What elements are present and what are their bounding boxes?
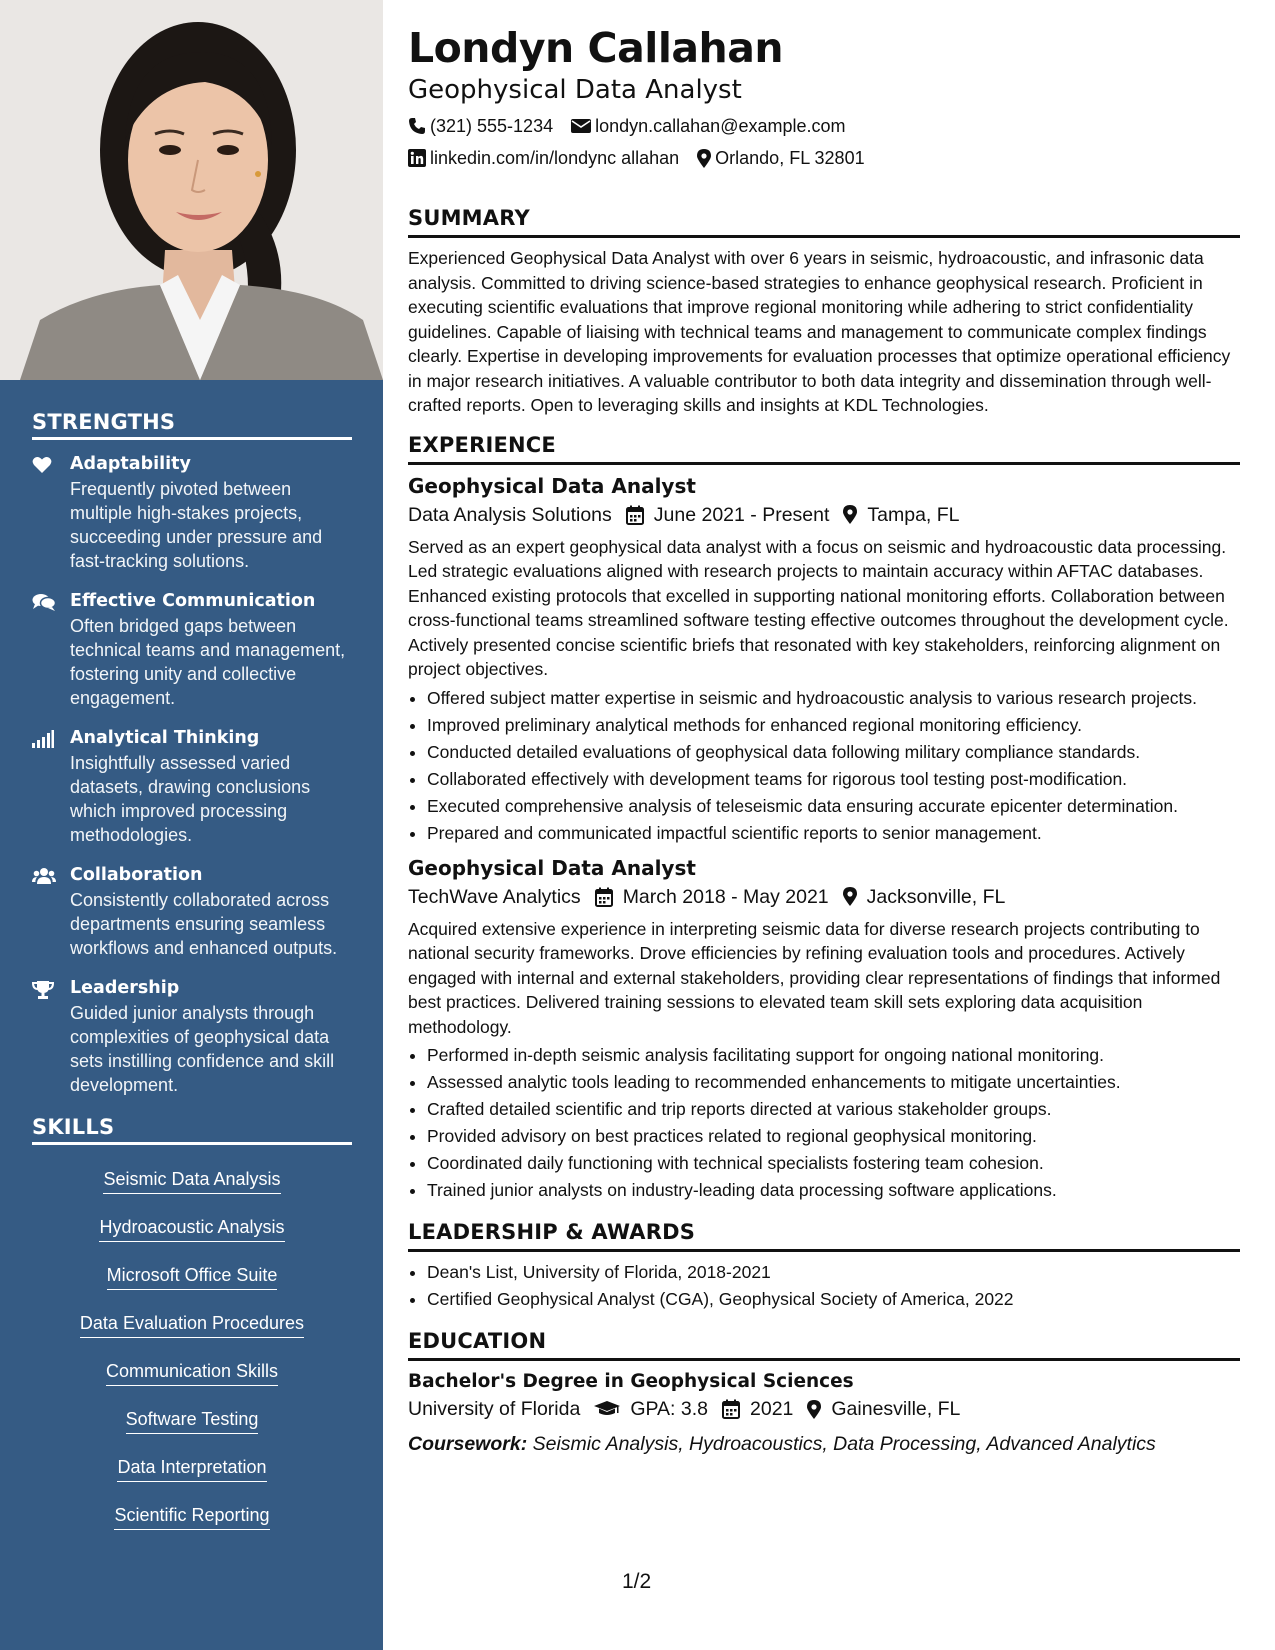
calendar-icon: [595, 887, 613, 907]
list-item: • Crafted detailed scientific and trip reports directed at various stakeholder groups.: [427, 1097, 1240, 1121]
users-icon: [32, 865, 70, 960]
skill-tag: Microsoft Office Suite: [107, 1265, 278, 1290]
education-heading: EDUCATION: [408, 1328, 1240, 1361]
coursework: [408, 1429, 1240, 1459]
list-item: • Prepared and communicated impactful scientific reports to senior management.: [427, 821, 1240, 845]
strength-item: [32, 454, 352, 573]
map-pin-icon: [697, 149, 711, 168]
job-entry: [408, 855, 1240, 1203]
strength-item: [32, 865, 352, 960]
skill-tag: Communication Skills: [106, 1361, 278, 1386]
candidate-name: Londyn Callahan: [408, 24, 784, 72]
strength-title: Adaptability: [70, 454, 191, 474]
job-dates: June 2021 - Present: [653, 503, 830, 526]
strength-desc: Consistently collaborated across departments ensuring seamless workflows and enhanced outputs.: [70, 890, 338, 958]
skill-tag: Hydroacoustic Analysis: [99, 1217, 284, 1242]
location-text: Orlando, FL 32801: [715, 148, 865, 168]
strength-item: [32, 728, 352, 847]
email-link[interactable]: londyn.callahan@example.com: [595, 116, 846, 136]
phone-icon: [408, 117, 426, 135]
list-item: • Provided advisory on best practices related to regional geophysical monitoring.: [427, 1124, 1240, 1148]
job-bullets: [408, 1043, 1240, 1202]
skills-heading: SKILLS: [32, 1115, 352, 1145]
job-entry: [408, 473, 1240, 845]
strengths-heading: STRENGTHS: [32, 410, 352, 440]
job-location: Jacksonville, FL: [866, 885, 1006, 908]
list-item: • Assessed analytic tools leading to recommended enhancements to mitigate uncertainties.: [427, 1070, 1240, 1094]
summary-text: Experienced Geophysical Data Analyst with over 6 years in seismic, hydroacoustic, and infrasonic data analysis. Committed to driving science-based strategies to enhance geophysical research. Proficient in executing scientific evaluations that improve regional monitoring while adhering to strict confidentiality guidelines. Capable of liaising with technical teams and management to communicate complex findings clearly. Expertise in developing improvements for evaluation processes that optimize operational efficiency in major research initiatives. A valuable contributor to both data integrity and dissemination through well-crafted reports. Open to leveraging skills and insights at KDL Technologies.: [408, 248, 1231, 415]
strength-title: Analytical Thinking: [70, 728, 260, 748]
skill-tag: Data Interpretation: [117, 1457, 266, 1482]
company-name: Data Analysis Solutions: [408, 503, 612, 526]
strength-title: Leadership: [70, 978, 180, 998]
skill-tag: Scientific Reporting: [114, 1505, 269, 1530]
list-item: • Dean's List, University of Florida, 2018-2021: [427, 1260, 1240, 1284]
job-description: Acquired extensive experience in interpreting seismic data for diverse research projects contributing to national security frameworks. Drove efficiencies by refining evaluation tools and procedures. Actively engaged with internal and external stakeholders, providing clear representations of findings that informed best practices. Delivered training sessions to elevated team skill sets exploring data acquisition methodology.: [408, 918, 1221, 1037]
list-item: • Offered subject matter expertise in seismic and hydroacoustic analysis to various research projects.: [427, 686, 1240, 710]
graduation-cap-icon: [594, 1400, 620, 1418]
profile-photo: [0, 0, 383, 380]
linkedin-icon: [408, 149, 426, 167]
strength-desc: Often bridged gaps between technical teams and management, fostering unity and collective engagement.: [70, 616, 346, 708]
phone-number[interactable]: (321) 555-1234: [430, 116, 554, 136]
envelope-icon: [571, 118, 591, 134]
main-content: [408, 22, 1240, 1459]
gpa: GPA: 3.8: [630, 1398, 708, 1420]
list-item: • Improved preliminary analytical methods for enhanced regional monitoring efficiency.: [427, 713, 1240, 737]
strength-desc: Guided junior analysts through complexities of geophysical data sets instilling confidence and skill development.: [70, 1003, 335, 1095]
job-title: Geophysical Data Analyst: [408, 473, 696, 498]
strength-item: [32, 978, 352, 1097]
awards-heading: LEADERSHIP & AWARDS: [408, 1219, 1240, 1252]
strength-title: Collaboration: [70, 865, 203, 885]
list-item: • Certified Geophysical Analyst (CGA), Geophysical Society of America, 2022: [427, 1287, 1240, 1311]
strength-item: [32, 591, 352, 710]
strength-title: Effective Communication: [70, 591, 316, 611]
skills-list: [32, 1159, 352, 1547]
candidate-title: Geophysical Data Analyst: [408, 75, 742, 105]
comments-icon: [32, 591, 70, 710]
calendar-icon: [626, 505, 644, 525]
skill-tag: Software Testing: [126, 1409, 259, 1434]
skill-tag: Seismic Data Analysis: [103, 1169, 280, 1194]
heart-icon: [32, 454, 70, 573]
strength-desc: Insightfully assessed varied datasets, drawing conclusions which improved processing methodologies.: [70, 753, 311, 845]
contact-row: [408, 114, 1240, 138]
experience-heading: EXPERIENCE: [408, 432, 1240, 465]
contact-row: [408, 146, 1240, 170]
map-pin-icon: [843, 887, 857, 906]
list-item: • Trained junior analysts on industry-leading data processing software applications.: [427, 1178, 1240, 1202]
coursework-label: Coursework:: [408, 1433, 528, 1455]
linkedin-link[interactable]: linkedin.com/in/londync allahan: [430, 148, 680, 168]
list-item: • Executed comprehensive analysis of teleseismic data ensuring accurate epicenter determination.: [427, 794, 1240, 818]
job-bullets: [408, 686, 1240, 845]
trophy-icon: [32, 978, 70, 1097]
calendar-icon: [722, 1399, 740, 1419]
graduation-year: 2021: [750, 1398, 794, 1420]
job-title: Geophysical Data Analyst: [408, 855, 696, 880]
school-name: University of Florida: [408, 1398, 581, 1420]
page-indicator: 1/2: [622, 1570, 652, 1593]
job-dates: March 2018 - May 2021: [622, 885, 829, 908]
school-location: Gainesville, FL: [831, 1398, 961, 1420]
signal-bars-icon: [32, 728, 70, 847]
list-item: • Performed in-depth seismic analysis facilitating support for ongoing national monitoring.: [427, 1043, 1240, 1067]
list-item: • Coordinated daily functioning with technical specialists fostering team cohesion.: [427, 1151, 1240, 1175]
sidebar-content: [32, 410, 352, 1547]
map-pin-icon: [807, 1400, 821, 1419]
awards-list: [408, 1260, 1240, 1311]
list-item: • Conducted detailed evaluations of geophysical data following military compliance standards.: [427, 740, 1240, 764]
skill-tag: Data Evaluation Procedures: [80, 1313, 304, 1338]
job-description: Served as an expert geophysical data analyst with a focus on seismic and hydroacoustic data processing. Led strategic evaluations aligned with research projects to maintain accuracy within AFTAC databases. Enhanced existing protocols that excelled in supporting national monitoring efforts. Collaboration between cross-functional teams streamlined software testing effective outcomes throughout the development cycle. Actively presented concise scientific briefs that resonated with key stakeholders, reinforcing alignment on project objectives.: [408, 536, 1229, 679]
summary-heading: SUMMARY: [408, 205, 1240, 238]
company-name: TechWave Analytics: [408, 885, 581, 908]
coursework-list: Seismic Analysis, Hydroacoustics, Data Processing, Advanced Analytics: [532, 1433, 1156, 1455]
list-item: • Collaborated effectively with development teams for rigorous tool testing post-modification.: [427, 767, 1240, 791]
strength-desc: Frequently pivoted between multiple high-stakes projects, succeeding under pressure and fast-tracking solutions.: [70, 479, 323, 571]
job-location: Tampa, FL: [867, 503, 960, 526]
degree-title: Bachelor's Degree in Geophysical Sciences: [408, 1371, 854, 1392]
map-pin-icon: [843, 505, 857, 524]
sidebar: [0, 0, 383, 1650]
